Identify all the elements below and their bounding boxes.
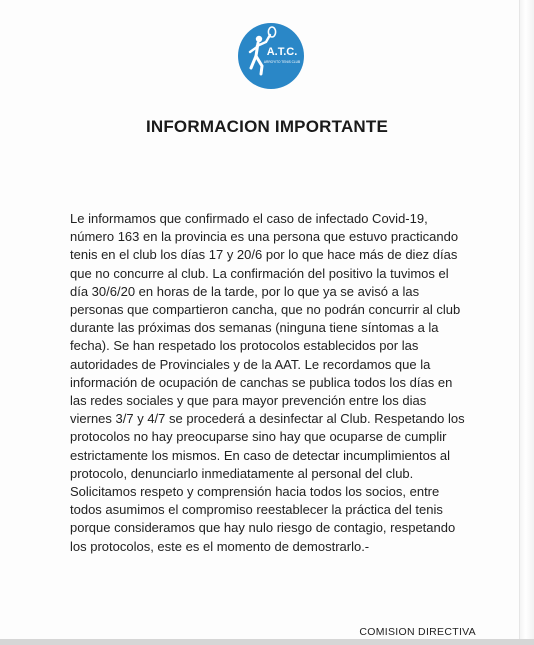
- logo-subtext: ARROYITO TENIS CLUB: [263, 60, 301, 64]
- body-line: las redes sociales y que para mayor prevención entre los dias: [70, 393, 427, 409]
- body-line: todos asumimos el compromiso reestablecer la práctica del tenis: [70, 502, 443, 518]
- body-line: autoridades de Provinciales y de la AAT. Le recordamos que la: [70, 356, 431, 372]
- body-line: estrictamente los mismos. En caso de detectar incumplimientos al: [70, 447, 451, 463]
- page-edge: [519, 0, 534, 645]
- body-line: los protocolos, este es el momento de demostrarlo.-: [70, 538, 370, 554]
- body-line: durante las próximas dos semanas (ninguna tiene síntomas a la: [70, 320, 439, 336]
- body-line: viernes 3/7 y 4/7 se procederá a desinfectar al Club. Respetando los: [70, 411, 465, 427]
- notice-body: [70, 210, 510, 556]
- body-line: que no concurre al club. La confirmación del positivo la tuvimos el: [70, 265, 449, 281]
- club-logo: [237, 22, 305, 90]
- signature: COMISION DIRECTIVA: [359, 626, 476, 638]
- body-line: Le informamos que confirmado el caso de infectado Covid-19,: [70, 211, 428, 226]
- body-line: información de ocupación de canchas se publica todos los días en: [70, 374, 453, 390]
- body-line: personas que compartieron cancha, que no podrán concurrir al club: [70, 302, 461, 318]
- body-line: protocolos no hay preocuparse sino hay que ocuparse de cumplir: [70, 429, 447, 445]
- body-line: protocolo, denunciarlo inmediatamente al personal del club.: [70, 465, 414, 481]
- body-line: Solicitamos respeto y comprensión hacia todos los socios, entre: [70, 484, 440, 500]
- page-title: INFORMACION IMPORTANTE: [145, 117, 389, 136]
- body-line: día 30/6/20 en horas de la tarde, por lo que ya se avisó a las: [70, 283, 420, 299]
- logo-text: A.T.C.: [266, 46, 298, 58]
- body-line: fecha). Se han respetado los protocolos establecidos por las: [70, 338, 419, 354]
- body-line: tenis en el club los días 17 y 20/6 por lo que hace más de diez días: [70, 247, 458, 263]
- page-bottom-edge: [0, 639, 534, 645]
- body-line: porque consideramos que hay nulo riesgo de contagio, respetando: [70, 520, 456, 536]
- body-line: número 163 en la provincia es una persona que estuvo practicando: [70, 229, 459, 245]
